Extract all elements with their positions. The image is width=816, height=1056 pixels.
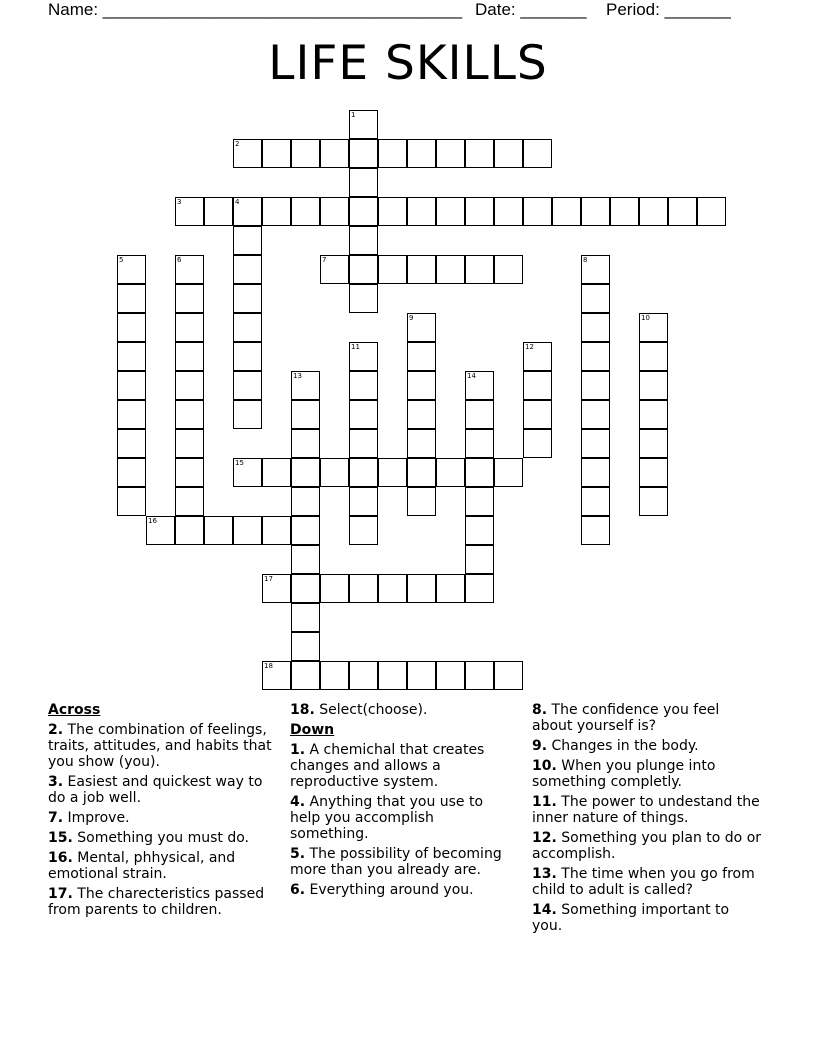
crossword-cell[interactable] [465, 545, 494, 574]
crossword-cell[interactable] [349, 371, 378, 400]
crossword-cell[interactable] [407, 342, 436, 371]
down-heading: Down [290, 722, 335, 738]
crossword-cell[interactable] [407, 139, 436, 168]
across-clue [48, 810, 278, 826]
clue-number: 7 [322, 256, 327, 264]
across-clue [48, 722, 278, 770]
crossword-cell[interactable] [291, 632, 320, 661]
across-clue [290, 702, 515, 718]
crossword-cell[interactable] [407, 574, 436, 603]
crossword-cell[interactable] [436, 661, 465, 690]
crossword-cell[interactable] [581, 342, 610, 371]
crossword-cell[interactable] [407, 255, 436, 284]
crossword-cell[interactable] [175, 371, 204, 400]
across-clue-list [48, 722, 278, 918]
crossword-cell[interactable] [465, 371, 494, 400]
crossword-cell[interactable] [146, 516, 175, 545]
crossword-cell[interactable] [233, 226, 262, 255]
crossword-cell[interactable] [639, 197, 668, 226]
crossword-cell[interactable] [581, 400, 610, 429]
crossword-cell[interactable] [581, 197, 610, 226]
crossword-cell[interactable] [291, 545, 320, 574]
clue-text: The charecteristics passed from parents to children. [48, 886, 265, 918]
crossword-cell[interactable] [697, 197, 726, 226]
crossword-cell[interactable] [436, 197, 465, 226]
crossword-cell[interactable] [639, 400, 668, 429]
crossword-cell[interactable] [320, 458, 349, 487]
crossword-cell[interactable] [349, 226, 378, 255]
clue-number: 17 [264, 575, 273, 583]
clue-text: Improve. [63, 810, 130, 826]
crossword-cell[interactable] [465, 139, 494, 168]
crossword-cell[interactable] [175, 487, 204, 516]
crossword-cell[interactable] [465, 197, 494, 226]
clue-number-label: 6. [290, 882, 306, 898]
crossword-cell[interactable] [436, 255, 465, 284]
clue-number: 12 [525, 343, 534, 351]
clue-number: 3 [177, 198, 182, 206]
crossword-cell[interactable] [581, 284, 610, 313]
crossword-cell[interactable] [291, 458, 320, 487]
crossword-cell[interactable] [175, 516, 204, 545]
crossword-cell[interactable] [465, 516, 494, 545]
crossword-cell[interactable] [291, 371, 320, 400]
clue-number-label: 13. [532, 866, 557, 882]
crossword-cell[interactable] [436, 458, 465, 487]
crossword-cell[interactable] [436, 574, 465, 603]
crossword-cell[interactable] [204, 516, 233, 545]
crossword-cell[interactable] [639, 487, 668, 516]
clue-text: Select(choose). [314, 702, 428, 718]
crossword-cell[interactable] [233, 139, 262, 168]
clue-number-label: 3. [48, 774, 64, 790]
crossword-cell[interactable] [233, 313, 262, 342]
crossword-cell[interactable] [523, 197, 552, 226]
clue-number-label: 15. [48, 830, 73, 846]
crossword-cell[interactable] [581, 371, 610, 400]
crossword-cell[interactable] [233, 458, 262, 487]
clue-number: 11 [351, 343, 360, 351]
crossword-cell[interactable] [407, 371, 436, 400]
clue-number: 8 [583, 256, 588, 264]
clue-text: Everything around you. [305, 882, 474, 898]
crossword-cell[interactable] [407, 197, 436, 226]
down-clue [532, 794, 762, 826]
down-clue [290, 846, 515, 878]
crossword-cell[interactable] [494, 139, 523, 168]
crossword-cell[interactable] [117, 255, 146, 284]
crossword-cell[interactable] [668, 197, 697, 226]
crossword-cell[interactable] [523, 429, 552, 458]
name-field-label: Name: ______________________________________ [48, 0, 463, 19]
crossword-cell[interactable] [175, 197, 204, 226]
clues-column-3 [532, 702, 762, 938]
crossword-cell[interactable] [349, 400, 378, 429]
crossword-cell[interactable] [117, 313, 146, 342]
crossword-cell[interactable] [233, 516, 262, 545]
clue-text: The confidence you feel about yourself is? [532, 702, 720, 734]
down-clue [532, 758, 762, 790]
crossword-cell[interactable] [117, 487, 146, 516]
crossword-cell[interactable] [639, 458, 668, 487]
crossword-cell[interactable] [175, 342, 204, 371]
crossword-cell[interactable] [349, 197, 378, 226]
crossword-cell[interactable] [407, 487, 436, 516]
crossword-cell[interactable] [465, 487, 494, 516]
across-clue [48, 830, 278, 846]
crossword-cell[interactable] [233, 197, 262, 226]
clue-text: The power to undestand the inner nature of things. [532, 794, 760, 826]
crossword-cell[interactable] [523, 139, 552, 168]
crossword-cell[interactable] [175, 458, 204, 487]
crossword-cell[interactable] [494, 458, 523, 487]
crossword-cell[interactable] [523, 342, 552, 371]
clue-text: A chemichal that creates changes and allows a reproductive system. [290, 742, 485, 790]
crossword-cell[interactable] [349, 487, 378, 516]
crossword-cell[interactable] [581, 487, 610, 516]
down-clue [532, 830, 762, 862]
down-clue [290, 742, 515, 790]
crossword-cell[interactable] [581, 516, 610, 545]
crossword-cell[interactable] [349, 168, 378, 197]
clue-number: 16 [148, 517, 157, 525]
crossword-cell[interactable] [378, 661, 407, 690]
crossword-cell[interactable] [349, 574, 378, 603]
crossword-cell[interactable] [233, 400, 262, 429]
clue-number-label: 7. [48, 810, 64, 826]
clue-text: Anything that you use to help you accomplish something. [290, 794, 484, 842]
across-heading: Across [48, 702, 101, 718]
down-clue [532, 738, 762, 754]
crossword-cell[interactable] [349, 342, 378, 371]
crossword-cell[interactable] [117, 429, 146, 458]
across-clue [48, 774, 278, 806]
crossword-cell[interactable] [465, 400, 494, 429]
clues-column-2 [290, 702, 515, 902]
crossword-cell[interactable] [581, 458, 610, 487]
crossword-cell[interactable] [291, 574, 320, 603]
crossword-cell[interactable] [639, 342, 668, 371]
clue-number-label: 9. [532, 738, 548, 754]
crossword-cell[interactable] [581, 313, 610, 342]
clue-number-label: 18. [290, 702, 315, 718]
down-clue-list-continued [532, 702, 762, 934]
crossword-cell[interactable] [291, 429, 320, 458]
crossword-cell[interactable] [581, 255, 610, 284]
clue-number-label: 8. [532, 702, 548, 718]
clue-number-label: 16. [48, 850, 73, 866]
crossword-cell[interactable] [291, 197, 320, 226]
clue-number-label: 4. [290, 794, 306, 810]
crossword-cell[interactable] [465, 458, 494, 487]
crossword-cell[interactable] [407, 661, 436, 690]
crossword-cell[interactable] [465, 574, 494, 603]
crossword-cell[interactable] [262, 197, 291, 226]
clue-number: 9 [409, 314, 414, 322]
clue-text: Something you must do. [72, 830, 250, 846]
crossword-cell[interactable] [494, 255, 523, 284]
crossword-cell[interactable] [523, 400, 552, 429]
clue-text: Something you plan to do or accomplish. [532, 830, 762, 862]
crossword-cell[interactable] [291, 603, 320, 632]
crossword-cell[interactable] [117, 458, 146, 487]
crossword-cell[interactable] [291, 400, 320, 429]
clue-text: The time when you go from child to adult is called? [532, 866, 755, 898]
crossword-cell[interactable] [610, 197, 639, 226]
clue-text: Easiest and quickest way to do a job well. [48, 774, 263, 806]
crossword-cell[interactable] [349, 255, 378, 284]
crossword-cell[interactable] [407, 313, 436, 342]
crossword-cell[interactable] [320, 197, 349, 226]
crossword-cell[interactable] [291, 487, 320, 516]
clue-number-label: 14. [532, 902, 557, 918]
crossword-cell[interactable] [349, 284, 378, 313]
crossword-cell[interactable] [465, 429, 494, 458]
clue-number-label: 10. [532, 758, 557, 774]
crossword-cell[interactable] [378, 574, 407, 603]
clue-text: The combination of feelings, traits, attitudes, and habits that you show (you). [48, 722, 272, 770]
crossword-cell[interactable] [291, 139, 320, 168]
crossword-cell[interactable] [378, 197, 407, 226]
crossword-cell[interactable] [320, 255, 349, 284]
crossword-cell[interactable] [494, 661, 523, 690]
crossword-cell[interactable] [117, 371, 146, 400]
crossword-cell[interactable] [407, 429, 436, 458]
clue-number-label: 17. [48, 886, 73, 902]
clue-number: 2 [235, 140, 240, 148]
crossword-cell[interactable] [175, 400, 204, 429]
crossword-cell[interactable] [349, 516, 378, 545]
crossword-cell[interactable] [349, 139, 378, 168]
clue-number: 1 [351, 111, 356, 119]
clue-text: The possibility of becoming more than you already are. [290, 846, 502, 878]
across-clue [48, 886, 278, 918]
date-field-label: Date: _______ [475, 0, 587, 19]
crossword-cell[interactable] [291, 516, 320, 545]
down-clue [532, 702, 762, 734]
crossword-cell[interactable] [175, 255, 204, 284]
crossword-cell[interactable] [378, 458, 407, 487]
crossword-cell[interactable] [175, 313, 204, 342]
crossword-cell[interactable] [262, 516, 291, 545]
clue-number: 15 [235, 459, 244, 467]
clue-text: Mental, phhysical, and emotional strain. [48, 850, 236, 882]
crossword-cell[interactable] [175, 429, 204, 458]
crossword-cell[interactable] [465, 255, 494, 284]
crossword-cell[interactable] [552, 197, 581, 226]
crossword-cell[interactable] [320, 574, 349, 603]
clue-text: When you plunge into something completly. [532, 758, 716, 790]
crossword-cell[interactable] [262, 458, 291, 487]
crossword-cell[interactable] [639, 371, 668, 400]
crossword-cell[interactable] [291, 661, 320, 690]
crossword-cell[interactable] [465, 661, 494, 690]
down-clue-list [290, 742, 515, 898]
crossword-cell[interactable] [407, 400, 436, 429]
clue-number-label: 11. [532, 794, 557, 810]
crossword-cell[interactable] [233, 284, 262, 313]
period-field-label: Period: _______ [606, 0, 731, 19]
crossword-cell[interactable] [262, 139, 291, 168]
crossword-cell[interactable] [262, 574, 291, 603]
crossword-cell[interactable] [407, 458, 436, 487]
down-clue [290, 882, 515, 898]
clue-number: 4 [235, 198, 240, 206]
crossword-cell[interactable] [233, 342, 262, 371]
clue-text: Changes in the body. [547, 738, 699, 754]
crossword-cell[interactable] [349, 458, 378, 487]
crossword-cell[interactable] [117, 342, 146, 371]
crossword-cell[interactable] [175, 284, 204, 313]
clue-number: 6 [177, 256, 182, 264]
down-clue [532, 902, 762, 934]
crossword-cell[interactable] [262, 661, 291, 690]
clue-number: 14 [467, 372, 476, 380]
across-clue-list-continued [290, 702, 515, 718]
crossword-cell[interactable] [320, 661, 349, 690]
crossword-cell[interactable] [204, 197, 233, 226]
clue-text: Something important to you. [532, 902, 730, 934]
crossword-cell[interactable] [349, 110, 378, 139]
crossword-cell[interactable] [378, 139, 407, 168]
crossword-cell[interactable] [233, 371, 262, 400]
clue-number: 18 [264, 662, 273, 670]
clue-number-label: 1. [290, 742, 306, 758]
clue-number-label: 12. [532, 830, 557, 846]
clue-number: 13 [293, 372, 302, 380]
crossword-cell[interactable] [233, 255, 262, 284]
down-clue [290, 794, 515, 842]
clue-number: 10 [641, 314, 650, 322]
crossword-cell[interactable] [117, 400, 146, 429]
crossword-cell[interactable] [436, 139, 465, 168]
crossword-cell[interactable] [378, 255, 407, 284]
crossword-cell[interactable] [494, 197, 523, 226]
clue-number: 5 [119, 256, 124, 264]
across-clue [48, 850, 278, 882]
clues-column-1 [48, 702, 278, 922]
crossword-cell[interactable] [581, 429, 610, 458]
crossword-cell[interactable] [523, 371, 552, 400]
clue-number-label: 5. [290, 846, 306, 862]
crossword-cell[interactable] [349, 661, 378, 690]
down-clue [532, 866, 762, 898]
crossword-cell[interactable] [320, 139, 349, 168]
clue-number-label: 2. [48, 722, 64, 738]
crossword-cell[interactable] [349, 429, 378, 458]
crossword-cell[interactable] [639, 313, 668, 342]
page-title: LIFE SKILLS [268, 36, 548, 91]
crossword-cell[interactable] [117, 284, 146, 313]
crossword-cell[interactable] [639, 429, 668, 458]
